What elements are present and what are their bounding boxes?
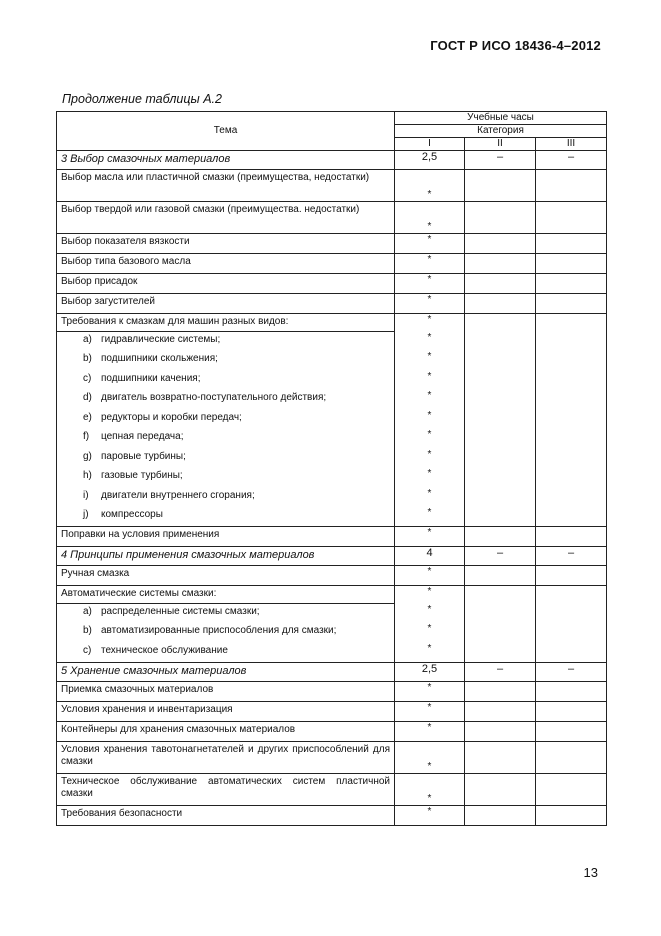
hours-cell-iii <box>536 566 607 586</box>
hours-cell-i: * <box>395 170 465 202</box>
table-row <box>57 170 607 202</box>
table-row <box>57 566 607 586</box>
sub-item-letter: a) <box>83 334 92 345</box>
hours-cell-ii <box>465 202 536 234</box>
sub-item-text: цепная передача; <box>101 431 184 442</box>
hours-cell-iii: – <box>536 151 607 170</box>
section-title: 5 Хранение смазочных материалов <box>57 662 395 681</box>
hours-cell-ii <box>465 170 536 202</box>
hours-cell-i: 2,5 <box>395 151 465 170</box>
hours-cell-ii: – <box>465 547 536 566</box>
hours-cell-i: * <box>395 623 465 643</box>
hours-cell-iii <box>536 805 607 825</box>
sub-topic-cell <box>57 390 395 410</box>
hours-cell-ii <box>465 254 536 274</box>
sub-item-text: подшипники скольжения; <box>101 353 218 364</box>
hours-cell-i: * <box>395 488 465 508</box>
hours-cell-iii <box>536 741 607 773</box>
sub-item-text: техническое обслуживание <box>101 644 228 656</box>
hours-cell-ii <box>465 805 536 825</box>
table-row <box>57 294 607 314</box>
topic-cell: Требования к смазкам для машин разных видов: <box>57 314 395 332</box>
table-caption: Продолжение таблицы А.2 <box>62 92 222 106</box>
table-row <box>57 254 607 274</box>
sub-item-text: подшипники качения; <box>101 372 201 384</box>
hours-cell-ii <box>465 773 536 805</box>
sub-item-text: компрессоры <box>101 509 163 520</box>
hours-cell-ii: – <box>465 151 536 170</box>
sub-item-text: двигатель возвратно-поступательного действия; <box>101 392 327 403</box>
hours-cell-iii <box>536 274 607 294</box>
sub-item-letter: b) <box>83 353 92 364</box>
hours-cell-ii: – <box>465 662 536 681</box>
column-header-category: Категория <box>395 125 607 138</box>
hours-cell-i: * <box>395 234 465 254</box>
hours-cell-i: * <box>395 351 465 371</box>
hours-cell-iii <box>536 314 607 527</box>
sub-topic-cell <box>57 488 395 508</box>
sub-topic-cell <box>57 429 395 449</box>
hours-cell-i: * <box>395 390 465 410</box>
hours-cell-i: * <box>395 805 465 825</box>
sub-topic-cell <box>57 643 395 663</box>
sub-item-letter: i) <box>83 489 89 501</box>
hours-cell-iii <box>536 586 607 663</box>
hours-cell-iii <box>536 527 607 547</box>
page-number: 13 <box>583 865 598 880</box>
topic-cell: Ручная смазка <box>57 566 395 586</box>
sub-item-letter: a) <box>83 606 92 617</box>
category-header-iii: III <box>536 138 607 151</box>
hours-cell-iii <box>536 254 607 274</box>
hours-cell-ii <box>465 294 536 314</box>
sub-item-text: двигатели внутреннего сгорания; <box>101 489 255 501</box>
hours-cell-i: * <box>395 507 465 527</box>
topic-cell: Выбор масла или пластичной смазки (преимущества, недостатки) <box>57 170 395 202</box>
section-title: 4 Принципы применения смазочных материалов <box>57 547 395 566</box>
category-header-i: I <box>395 138 465 151</box>
hours-cell-iii <box>536 681 607 701</box>
sub-item-letter: c) <box>83 372 92 384</box>
topic-cell: Техническое обслуживание автоматических систем пластичной смазки <box>57 773 395 805</box>
hours-cell-ii <box>465 681 536 701</box>
hours-cell-ii <box>465 314 536 527</box>
table-row <box>57 741 607 773</box>
table-row <box>57 527 607 547</box>
hours-cell-ii <box>465 566 536 586</box>
section-row <box>57 547 607 566</box>
table-row <box>57 234 607 254</box>
sub-item-text: газовые турбины; <box>101 470 183 481</box>
sub-item-letter: e) <box>83 411 92 423</box>
sub-topic-cell <box>57 332 395 352</box>
hours-cell-i: * <box>395 527 465 547</box>
table-row <box>57 701 607 721</box>
topic-cell: Поправки на условия применения <box>57 527 395 547</box>
table-row <box>57 773 607 805</box>
hours-cell-i: * <box>395 332 465 352</box>
hours-cell-i: 4 <box>395 547 465 566</box>
hours-cell-iii <box>536 721 607 741</box>
topic-cell: Выбор загустителей <box>57 294 395 314</box>
topic-cell: Условия хранения тавотонагнетателей и других приспособлений для смазки <box>57 741 395 773</box>
hours-cell-ii <box>465 721 536 741</box>
topic-cell: Требования безопасности <box>57 805 395 825</box>
hours-cell-i: * <box>395 468 465 488</box>
topic-cell: Выбор показателя вязкости <box>57 234 395 254</box>
hours-cell-i: * <box>395 429 465 449</box>
topic-cell: Условия хранения и инвентаризация <box>57 701 395 721</box>
sub-topic-cell <box>57 623 395 643</box>
sub-topic-cell <box>57 604 395 624</box>
hours-cell-i: * <box>395 721 465 741</box>
topic-cell: Выбор типа базового масла <box>57 254 395 274</box>
column-header-hours: Учебные часы <box>395 112 607 125</box>
section-title: 3 Выбор смазочных материалов <box>57 151 395 170</box>
hours-cell-iii <box>536 773 607 805</box>
sub-item-letter: c) <box>83 644 92 656</box>
sub-item-letter: d) <box>83 392 92 403</box>
hours-cell-i: * <box>395 586 465 604</box>
table-row <box>57 202 607 234</box>
section-row <box>57 151 607 170</box>
hours-cell-i: 2,5 <box>395 662 465 681</box>
hours-cell-iii <box>536 701 607 721</box>
section-row <box>57 662 607 681</box>
sub-item-letter: b) <box>83 625 92 636</box>
table-body <box>57 151 607 826</box>
hours-cell-i: * <box>395 773 465 805</box>
topic-cell: Приемка смазочных материалов <box>57 681 395 701</box>
sub-item-letter: h) <box>83 470 92 481</box>
sub-topic-cell <box>57 468 395 488</box>
curriculum-table <box>56 111 607 826</box>
hours-cell-i: * <box>395 604 465 624</box>
hours-cell-ii <box>465 741 536 773</box>
hours-cell-ii <box>465 234 536 254</box>
document-standard-header: ГОСТ Р ИСО 18436-4–2012 <box>430 38 601 53</box>
sub-item-letter: j) <box>83 509 89 520</box>
sub-topic-cell <box>57 351 395 371</box>
sub-item-text: распределенные системы смазки; <box>101 606 260 617</box>
sub-topic-cell <box>57 507 395 527</box>
topic-cell: Выбор твердой или газовой смазки (преимущества. недостатки) <box>57 202 395 234</box>
hours-cell-iii: – <box>536 547 607 566</box>
table-row <box>57 681 607 701</box>
column-header-topic: Тема <box>57 112 395 151</box>
hours-cell-iii: – <box>536 662 607 681</box>
sub-item-text: гидравлические системы; <box>101 334 221 345</box>
hours-cell-iii <box>536 294 607 314</box>
hours-cell-i: * <box>395 449 465 469</box>
table-row <box>57 586 607 604</box>
hours-cell-iii <box>536 234 607 254</box>
hours-cell-ii <box>465 527 536 547</box>
table-row <box>57 314 607 332</box>
table-row <box>57 274 607 294</box>
hours-cell-iii <box>536 202 607 234</box>
sub-item-text: паровые турбины; <box>101 450 186 462</box>
sub-item-text: автоматизированные приспособления для смазки; <box>101 625 337 636</box>
sub-item-text: редукторы и коробки передач; <box>101 411 242 423</box>
sub-item-letter: f) <box>83 431 90 442</box>
hours-cell-i: * <box>395 254 465 274</box>
hours-cell-i: * <box>395 294 465 314</box>
hours-cell-ii <box>465 586 536 663</box>
hours-cell-i: * <box>395 741 465 773</box>
hours-cell-i: * <box>395 274 465 294</box>
sub-topic-cell <box>57 410 395 430</box>
sub-topic-cell <box>57 371 395 391</box>
hours-cell-i: * <box>395 410 465 430</box>
topic-cell: Выбор присадок <box>57 274 395 294</box>
sub-topic-cell <box>57 449 395 469</box>
table-row <box>57 721 607 741</box>
topic-cell: Контейнеры для хранения смазочных материалов <box>57 721 395 741</box>
table-row <box>57 805 607 825</box>
hours-cell-i: * <box>395 566 465 586</box>
hours-cell-i: * <box>395 202 465 234</box>
hours-cell-ii <box>465 274 536 294</box>
category-header-ii: II <box>465 138 536 151</box>
hours-cell-ii <box>465 701 536 721</box>
hours-cell-i: * <box>395 701 465 721</box>
topic-cell: Автоматические системы смазки: <box>57 586 395 604</box>
hours-cell-i: * <box>395 371 465 391</box>
hours-cell-iii <box>536 170 607 202</box>
sub-item-letter: g) <box>83 450 92 462</box>
hours-cell-i: * <box>395 681 465 701</box>
hours-cell-i: * <box>395 643 465 663</box>
hours-cell-i: * <box>395 314 465 332</box>
